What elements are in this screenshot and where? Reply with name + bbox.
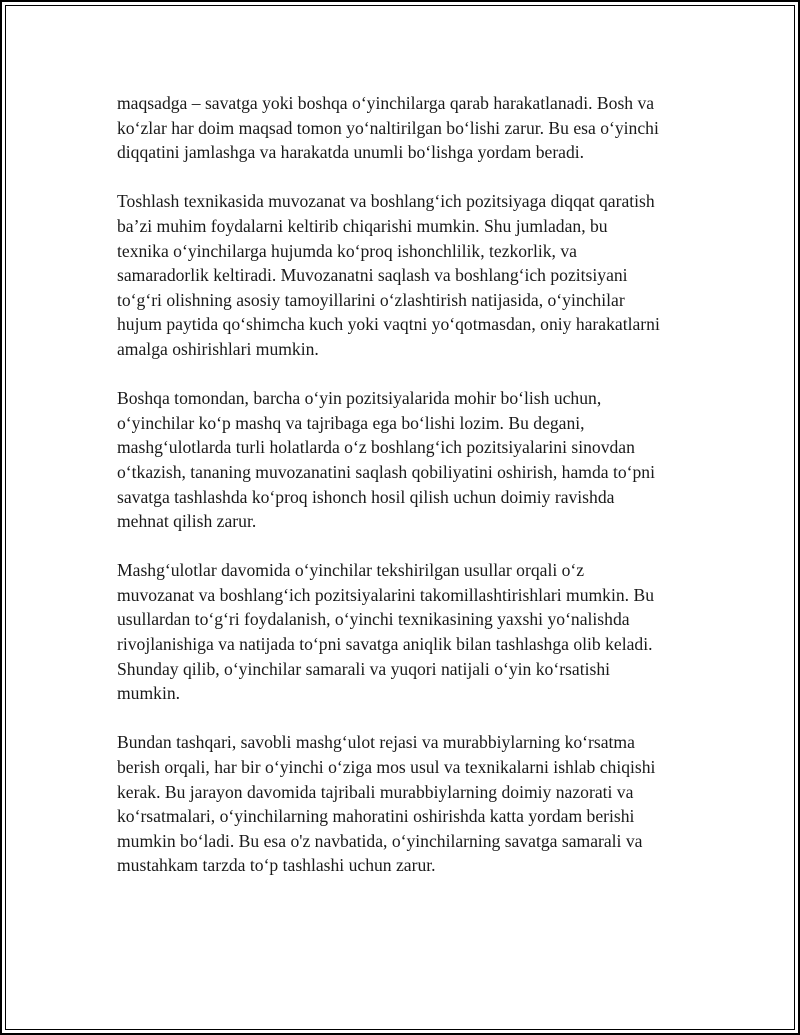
text-line: hujum paytida qo‘shimcha kuch yoki vaqtni yo‘qotmasdan, oniy harakatlarni xyxy=(117,314,660,335)
text-line: kerak. Bu jarayon davomida tajribali murabbiylarning doimiy nazorati va xyxy=(117,781,634,802)
text-line: ba’zi muhim foydalarni keltirib chiqarishi mumkin. Shu jumladan, bu xyxy=(117,215,608,236)
text-line: berish orqali, har bir o‘yinchi o‘ziga mos usul va texnikalarni ishlab chiqishi xyxy=(117,757,656,778)
text-line: Shunday qilib, o‘yinchilar samarali va yuqori natijali o‘yin ko‘rsatishi xyxy=(117,658,611,679)
text-line: mehnat qilish zarur. xyxy=(117,511,257,532)
text-line: diqqatini jamlashga va harakatda unumli bo‘lishga yordam beradi. xyxy=(117,142,585,163)
text-line: Bundan tashqari, savobli mashg‘ulot rejasi va murabbiylarning ko‘rsatma xyxy=(117,732,635,753)
text-line: samaradorlik keltiradi. Muvozanatni saqlash va boshlang‘ich pozitsiyani xyxy=(117,265,628,286)
paragraph-3 xyxy=(117,386,707,534)
text-line: o‘tkazish, tananing muvozanatini saqlash qobiliyatini oshirish, hamda to‘pni xyxy=(117,461,655,482)
text-line: to‘g‘ri olishning asosiy tamoyillarini o‘zlashtirish natijasida, o‘yinchilar xyxy=(117,289,625,310)
paragraph-2 xyxy=(117,189,707,361)
text-line: mumkin. xyxy=(117,683,181,704)
text-line: Mashg‘ulotlar davomida o‘yinchilar tekshirilgan usullar orqali o‘z xyxy=(117,560,585,581)
text-line: mustahkam tarzda to‘p tashlashi uchun zarur. xyxy=(117,855,436,876)
paragraph-4 xyxy=(117,558,707,706)
paragraph-1 xyxy=(117,91,707,165)
text-line: savatga tashlashda ko‘proq ishonch hosil qilish uchun doimiy ravishda xyxy=(117,486,615,507)
text-line: muvozanat va boshlang‘ich pozitsiyalarini takomillashtirishlari mumkin. Bu xyxy=(117,584,654,605)
text-line: rivojlanishiga va natijada to‘pni savatga aniqlik bilan tashlashga olib keladi. xyxy=(117,634,653,655)
text-line: o‘yinchilar ko‘p mashq va tajribaga ega bo‘lishi lozim. Bu degani, xyxy=(117,412,585,433)
text-line: mashg‘ulotlarda turli holatlarda o‘z boshlang‘ich pozitsiyalarini sinovdan xyxy=(117,437,635,458)
text-line: texnika o‘yinchilarga hujumda ko‘proq ishonchlilik, tezkorlik, va xyxy=(117,240,577,261)
text-line: maqsadga – savatga yoki boshqa o‘yinchilarga qarab harakatlanadi. Bosh va xyxy=(117,93,655,113)
document-body xyxy=(117,91,707,903)
paragraph-5 xyxy=(117,730,707,878)
text-line: mumkin bo‘ladi. Bu esa o'z navbatida, o‘yinchilarning savatga samarali va xyxy=(117,830,643,851)
text-line: ko‘rsatmalari, o‘yinchilarning mahoratini oshirishda katta yordam berishi xyxy=(117,806,635,827)
text-line: ko‘zlar har doim maqsad tomon yo‘naltirilgan bo‘lishi zarur. Bu esa o‘yinchi xyxy=(117,117,659,138)
text-line: usullardan to‘g‘ri foydalanish, o‘yinchi texnikasining yaxshi yo‘nalishda xyxy=(117,609,630,630)
text-line: Toshlash texnikasida muvozanat va boshlang‘ich pozitsiyaga diqqat qaratish xyxy=(117,191,655,212)
text-line: Boshqa tomondan, barcha o‘yin pozitsiyalarida mohir bo‘lish uchun, xyxy=(117,388,602,409)
text-line: amalga oshirishlari mumkin. xyxy=(117,338,319,359)
